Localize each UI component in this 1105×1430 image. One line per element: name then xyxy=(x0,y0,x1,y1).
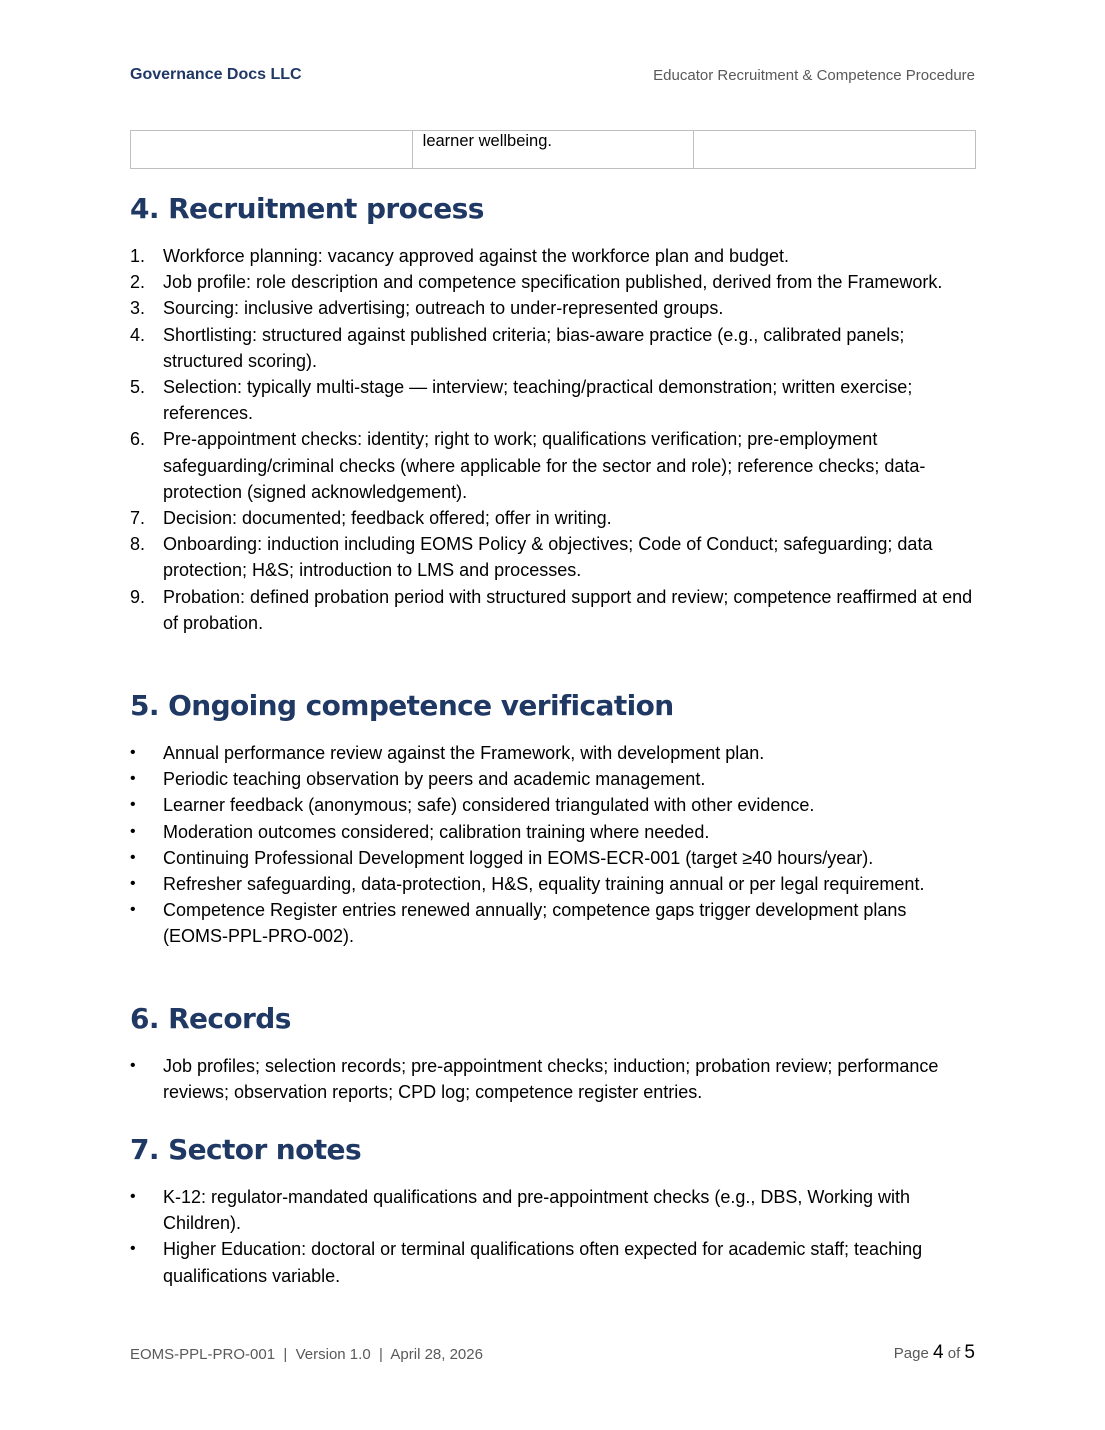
bullet-list xyxy=(130,740,976,950)
section-records xyxy=(130,1002,976,1105)
list-item: • Refresher safeguarding, data-protection, H&S, equality training annual or per legal requirement. xyxy=(130,871,976,897)
page-label: Page xyxy=(893,1345,929,1362)
section-recruitment xyxy=(130,192,976,636)
table-row xyxy=(131,131,976,169)
list-item: 1. Workforce planning: vacancy approved against the workforce plan and budget. xyxy=(130,246,790,266)
list-item: • Job profiles; selection records; pre-appointment checks; induction; probation review; performance reviews; observation reports; CPD log; competence register entries. xyxy=(130,1053,976,1105)
list-item: • Learner feedback (anonymous; safe) considered triangulated with other evidence. xyxy=(130,792,976,818)
list-item: • K-12: regulator-mandated qualifications and pre-appointment checks (e.g., DBS, Working with Children). xyxy=(130,1184,976,1236)
list-item: • Moderation outcomes considered; calibration training where needed. xyxy=(130,819,976,845)
page-of-label: of xyxy=(947,1345,961,1362)
list-item: 9. Probation: defined probation period with structured support and review; competence reaffirmed at end of probation. xyxy=(130,586,973,633)
page-header xyxy=(130,64,975,88)
company-name: Governance Docs LLC xyxy=(130,66,302,83)
list-item: 5. Selection: typically multi-stage — interview; teaching/practical demonstration; written exercise; references. xyxy=(130,377,913,424)
page-current: 4 xyxy=(932,1342,944,1363)
section-heading: 4. Recruitment process xyxy=(130,192,484,225)
page-total: 5 xyxy=(964,1342,975,1363)
list-item: • Continuing Professional Development logged in EOMS-ECR-001 (target ≥40 hours/year). xyxy=(130,845,976,871)
section-ongoing-competence xyxy=(130,689,976,950)
page-footer xyxy=(130,1342,975,1366)
section-sector-notes xyxy=(130,1133,976,1289)
list-item: • Annual performance review against the Framework, with development plan. xyxy=(130,740,976,766)
bullet-icon: • xyxy=(130,901,136,919)
list-item: • Periodic teaching observation by peers and academic management. xyxy=(130,766,976,792)
list-item: 8. Onboarding: induction including EOMS Policy & objectives; Code of Conduct; safeguarding; data protection; H&S; introduction to LMS and processes. xyxy=(130,534,933,581)
list-item: 6. Pre-appointment checks: identity; right to work; qualifications verification; pre-employment safeguarding/criminal checks (where applicable for the sector and role); reference checks; data-protection (signed acknowledgement). xyxy=(130,429,926,502)
list-item: 7. Decision: documented; feedback offered; offer in writing. xyxy=(130,508,612,529)
table-fragment xyxy=(130,130,976,169)
bullet-icon: • xyxy=(130,875,136,893)
page-number xyxy=(894,1342,975,1364)
bullet-icon: • xyxy=(130,1240,136,1258)
bullet-list xyxy=(130,1184,976,1289)
bullet-icon: • xyxy=(130,744,136,761)
list-item: 4. Shortlisting: structured against published criteria; bias-aware practice (e.g., calibrated panels; structured scoring). xyxy=(130,324,905,371)
bullet-icon: • xyxy=(130,1188,136,1205)
bullet-icon: • xyxy=(130,822,136,840)
table-cell xyxy=(694,131,976,169)
bullet-icon: • xyxy=(130,1057,136,1074)
section-heading: 7. Sector notes xyxy=(130,1133,362,1166)
list-item: • Higher Education: doctoral or terminal qualifications often expected for academic staff; teaching qualifications variable. xyxy=(130,1236,976,1288)
list-item: 3. Sourcing: inclusive advertising; outreach to under-represented groups. xyxy=(130,298,724,319)
list-item: 2. Job profile: role description and competence specification published, derived from the Framework. xyxy=(130,272,943,293)
list-item: • Competence Register entries renewed annually; competence gaps trigger development plans (EOMS-PPL-PRO-002). xyxy=(130,897,976,949)
bullet-icon: • xyxy=(130,770,136,788)
document-reference: EOMS-PPL-PRO-001 | Version 1.0 | April 28, 2026 xyxy=(130,1346,483,1363)
document-title: Educator Recruitment & Competence Procedure xyxy=(653,67,975,84)
bullet-icon: • xyxy=(130,796,136,814)
section-heading: 5. Ongoing competence verification xyxy=(130,689,674,722)
table-cell xyxy=(131,131,413,169)
numbered-list xyxy=(130,243,976,636)
table-cell: learner wellbeing. xyxy=(412,131,694,169)
bullet-list xyxy=(130,1053,976,1105)
section-heading: 6. Records xyxy=(130,1002,291,1035)
bullet-icon: • xyxy=(130,848,136,866)
